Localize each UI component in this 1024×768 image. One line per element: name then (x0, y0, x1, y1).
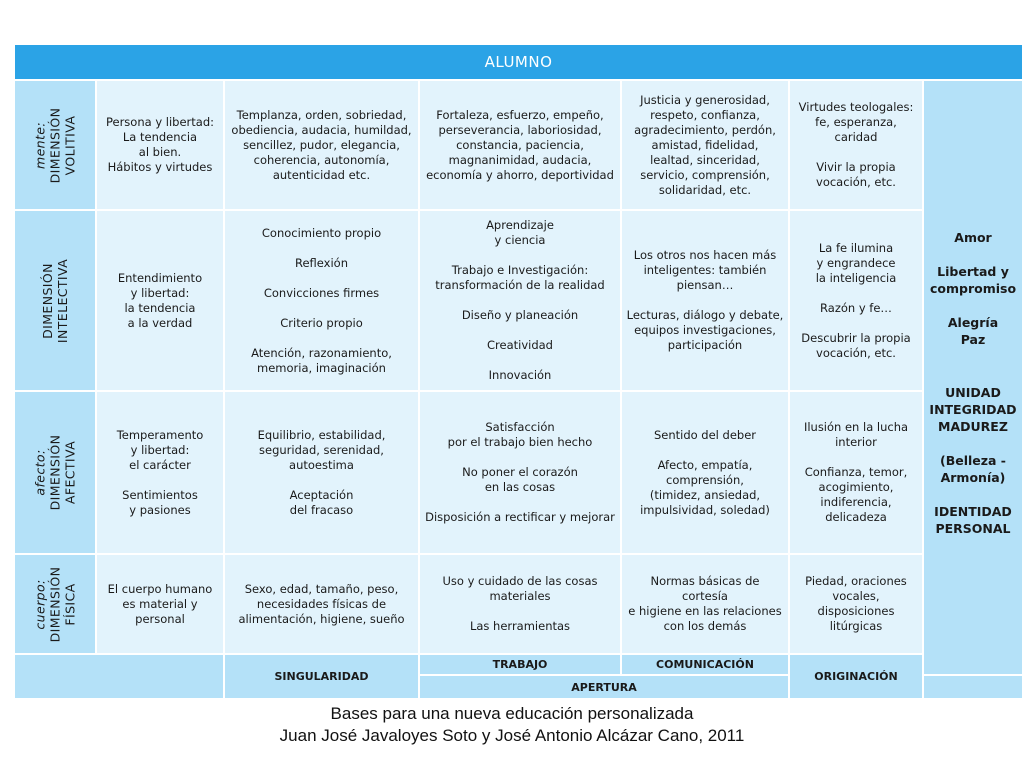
footer-blank (15, 655, 223, 698)
cell-text: Entendimiento y libertad: la tendencia a la verdad (117, 270, 203, 330)
cell-volitiva-base (97, 81, 223, 209)
cell-volitiva-singularidad (225, 81, 418, 209)
dimension-label-intelectiva (15, 211, 95, 390)
footer-right-blank (924, 676, 1022, 698)
dimension-name: VOLITIVA (62, 115, 78, 175)
cell-text: Equilibrio, estabilidad, seguridad, serenidad, autoestima Aceptación del fracaso (257, 427, 386, 517)
cell-text: Ilusión en la lucha interior Confianza, temor, acogimiento, indiferencia, delicadeza (803, 420, 909, 524)
cell-afectiva-comunicacion (622, 392, 788, 553)
caption-title: Bases para una nueva educación personalizada (330, 704, 694, 723)
table-header-title: ALUMNO (484, 52, 553, 71)
cell-text: Virtudes teologales: fe, esperanza, caridad Vivir la propia vocación, etc. (798, 100, 914, 189)
education-table (15, 45, 1017, 694)
dimension-prefix: afecto: (32, 449, 48, 496)
dimension-label-fisica (15, 555, 95, 653)
cell-volitiva-comunicacion (622, 81, 788, 209)
footer-label: APERTURA (571, 680, 637, 694)
right-column-summary (924, 81, 1022, 674)
cell-text: Uso y cuidado de las cosas materiales Las herramientas (442, 574, 598, 633)
footer-apertura (420, 676, 788, 698)
dimension-word: DIMENSIÓN (47, 566, 63, 642)
cell-text: Persona y libertad: La tendencia al bien. Hábitos y virtudes (105, 115, 215, 174)
footer-label: SINGULARIDAD (274, 670, 369, 683)
cell-text: Piedad, oraciones vocales, disposiciones litúrgicas (805, 574, 907, 633)
cell-fisica-singularidad (225, 555, 418, 653)
cell-intelectiva-base (97, 211, 223, 390)
cell-intelectiva-comunicacion (622, 211, 788, 390)
cell-text: Satisfacción por el trabajo bien hecho No poner el corazón en las cosas Disposición a rectificar y mejorar (425, 420, 615, 524)
cell-afectiva-base (97, 392, 223, 553)
dimension-label-volitiva (15, 81, 95, 209)
cell-intelectiva-originacion (790, 211, 922, 390)
cell-intelectiva-singularidad (225, 211, 418, 390)
cell-text: Temperamento y libertad: el carácter Sentimientos y pasiones (116, 427, 204, 517)
cell-text: Templanza, orden, sobriedad, obediencia, audacia, humildad, sencillez, pudor, elegancia, coherencia, autonomía, autenticidad etc. (231, 107, 412, 182)
cell-text: Aprendizaje y ciencia Trabajo e Investigación: transformación de la realidad Diseño y planeación Creatividad Innovación (435, 218, 605, 382)
table-header (15, 45, 1022, 79)
cell-fisica-trabajo (420, 555, 620, 653)
cell-text: Justicia y generosidad, respeto, confianza, agradecimiento, perdón, amistad, fidelidad, lealtad, sinceridad, servicio, comprensión, solidaridad, etc. (634, 92, 776, 197)
cell-afectiva-trabajo (420, 392, 620, 553)
footer-label: TRABAJO (492, 658, 548, 671)
cell-text: Fortaleza, esfuerzo, empeño, perseverancia, laboriosidad, constancia, paciencia, magnanimidad, audacia, economía y ahorro, deportividad (426, 107, 614, 182)
footer-label: COMUNICACIÓN (656, 658, 754, 671)
cell-fisica-base (97, 555, 223, 653)
summary-identity: UNIDAD INTEGRIDAD MADUREZ (Belleza - Armonía) IDENTIDAD PERSONAL (929, 385, 1017, 536)
cell-afectiva-originacion (790, 392, 922, 553)
cell-afectiva-singularidad (225, 392, 418, 553)
cell-text: Los otros nos hacen más inteligentes: también piensan… Lecturas, diálogo y debate, equipos investigaciones, participación (626, 248, 784, 352)
cell-fisica-originacion (790, 555, 922, 653)
cell-text: Sentido del deber Afecto, empatía, comprensión, (timidez, ansiedad, impulsividad, soledad) (640, 427, 770, 517)
cell-volitiva-originacion (790, 81, 922, 209)
dimension-name: AFECTIVA (62, 440, 78, 505)
dimension-name: INTELECTIVA (55, 258, 70, 343)
cell-volitiva-trabajo (420, 81, 620, 209)
footer-singularidad (225, 655, 418, 698)
dimension-name: FÍSICA (62, 582, 78, 626)
cell-text: Conocimiento propio Reflexión Convicciones firmes Criterio propio Atención, razonamiento, memoria, imaginación (251, 225, 392, 375)
cell-text: Sexo, edad, tamaño, peso, necesidades físicas de alimentación, higiene, sueño (238, 581, 405, 626)
dimension-word: DIMENSIÓN (40, 262, 55, 339)
caption-authors: Juan José Javaloyes Soto y José Antonio Alcázar Cano, 2011 (279, 726, 745, 745)
dimension-word: DIMENSIÓN (47, 434, 63, 511)
dimension-label-afectiva (15, 392, 95, 553)
dimension-prefix: mente: (32, 121, 48, 169)
footer-comunicacion (622, 655, 788, 674)
footer-originacion (790, 655, 922, 698)
cell-text: La fe ilumina y engrandece la inteligencia Razón y fe… Descubrir la propia vocación, etc. (801, 240, 911, 360)
cell-fisica-comunicacion (622, 555, 788, 653)
dimension-prefix: cuerpo: (32, 578, 48, 630)
cell-text: Normas básicas de cortesía e higiene en las relaciones con los demás (628, 574, 782, 633)
cell-intelectiva-trabajo (420, 211, 620, 390)
footer-label: ORIGINACIÓN (814, 670, 898, 683)
footer-trabajo (420, 655, 620, 674)
summary-values: Amor Libertad y compromiso Alegría Paz (929, 230, 1017, 347)
cell-text: El cuerpo humano es material y personal (107, 581, 213, 626)
dimension-word: DIMENSIÓN (47, 107, 63, 183)
